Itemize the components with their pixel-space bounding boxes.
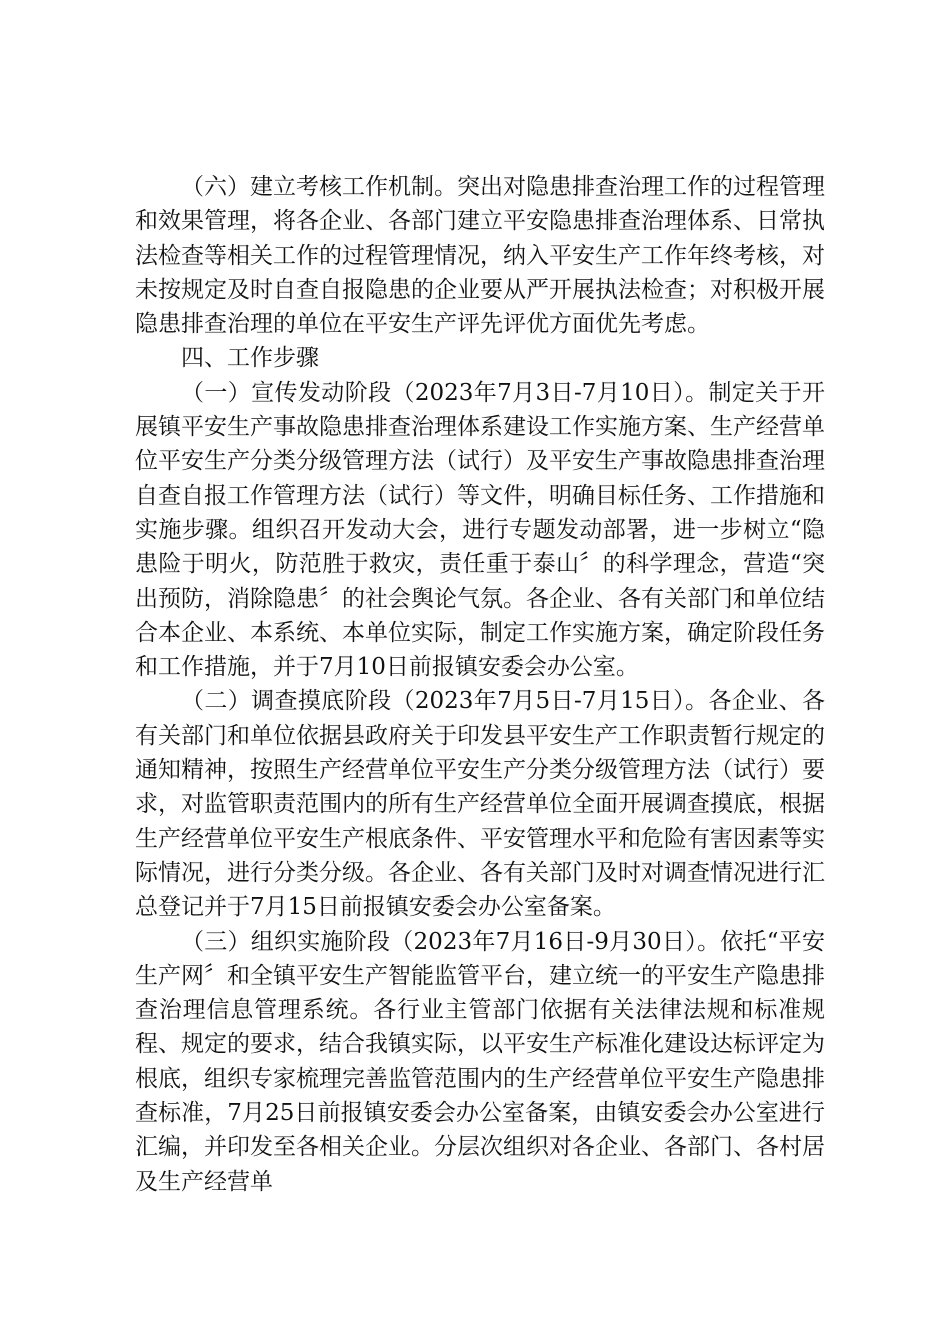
section-heading-work-steps: 四、工作步骤 <box>181 345 319 372</box>
paragraph-survey-phase: （二）调查摸底阶段（2023年7月5日-7月15日）。各企业、各有关部门和单位依据县政府关于印发县平安生产工作职责暂行规定的通知精神，按照生产经营单位平安生产分类分级管理方法（试行）要求，对监管职责范围内的所有生产经营单位全面开展调查摸底，根据生产经营单位平安生产根底条件、平安管理水平和危险有害因素等实际情况，进行分类分级。各企业、各有关部门及时对调查情况进行汇总登记并于7月15日前报镇安委会办公室备案。 <box>135 688 825 921</box>
paragraph-implementation-phase: （三）组织实施阶段（2023年7月16日-9月30日）。依托“平安生产网〞和全镇平安生产智能监管平台，建立统一的平安生产隐患排查治理信息管理系统。各行业主管部门依据有关法律法规和标准规程、规定的要求，结合我镇实际，以平安生产标准化建设达标评定为根底，组织专家梳理完善监管范围内的生产经营单位平安生产隐患排查标准，7月25日前报镇安委会办公室备案，由镇安委会办公室进行汇编，并印发至各相关企业。分层次组织对各企业、各部门、各村居及生产经营单 <box>135 928 825 1195</box>
paragraph-publicity-phase: （一）宣传发动阶段（2023年7月3日-7月10日）。制定关于开展镇平安生产事故隐患排查治理体系建设工作实施方案、生产经营单位平安生产分类分级管理方法（试行）及平安生产事故隐患排查治理自查自报工作管理方法（试行）等文件，明确目标任务、工作措施和实施步骤。组织召开发动大会，进行专题发动部署，进一步树立“隐患险于明火，防范胜于救灾，责任重于泰山〞的科学理念，营造“突出预防，消除隐患〞的社会舆论气氛。各企业、各有关部门和单位结合本企业、本系统、本单位实际，制定工作实施方案，确定阶段任务和工作措施，并于7月10日前报镇安委会办公室。 <box>135 379 825 681</box>
document-body <box>135 170 825 1199</box>
paragraph-assessment-mechanism: （六）建立考核工作机制。突出对隐患排查治理工作的过程管理和效果管理，将各企业、各部门建立平安隐患排查治理体系、日常执法检查等相关工作的过程管理情况，纳入平安生产工作年终考核，对未按规定及时自查自报隐患的企业要从严开展执法检查；对积极开展隐患排查治理的单位在平安生产评先评优方面优先考虑。 <box>135 174 825 338</box>
